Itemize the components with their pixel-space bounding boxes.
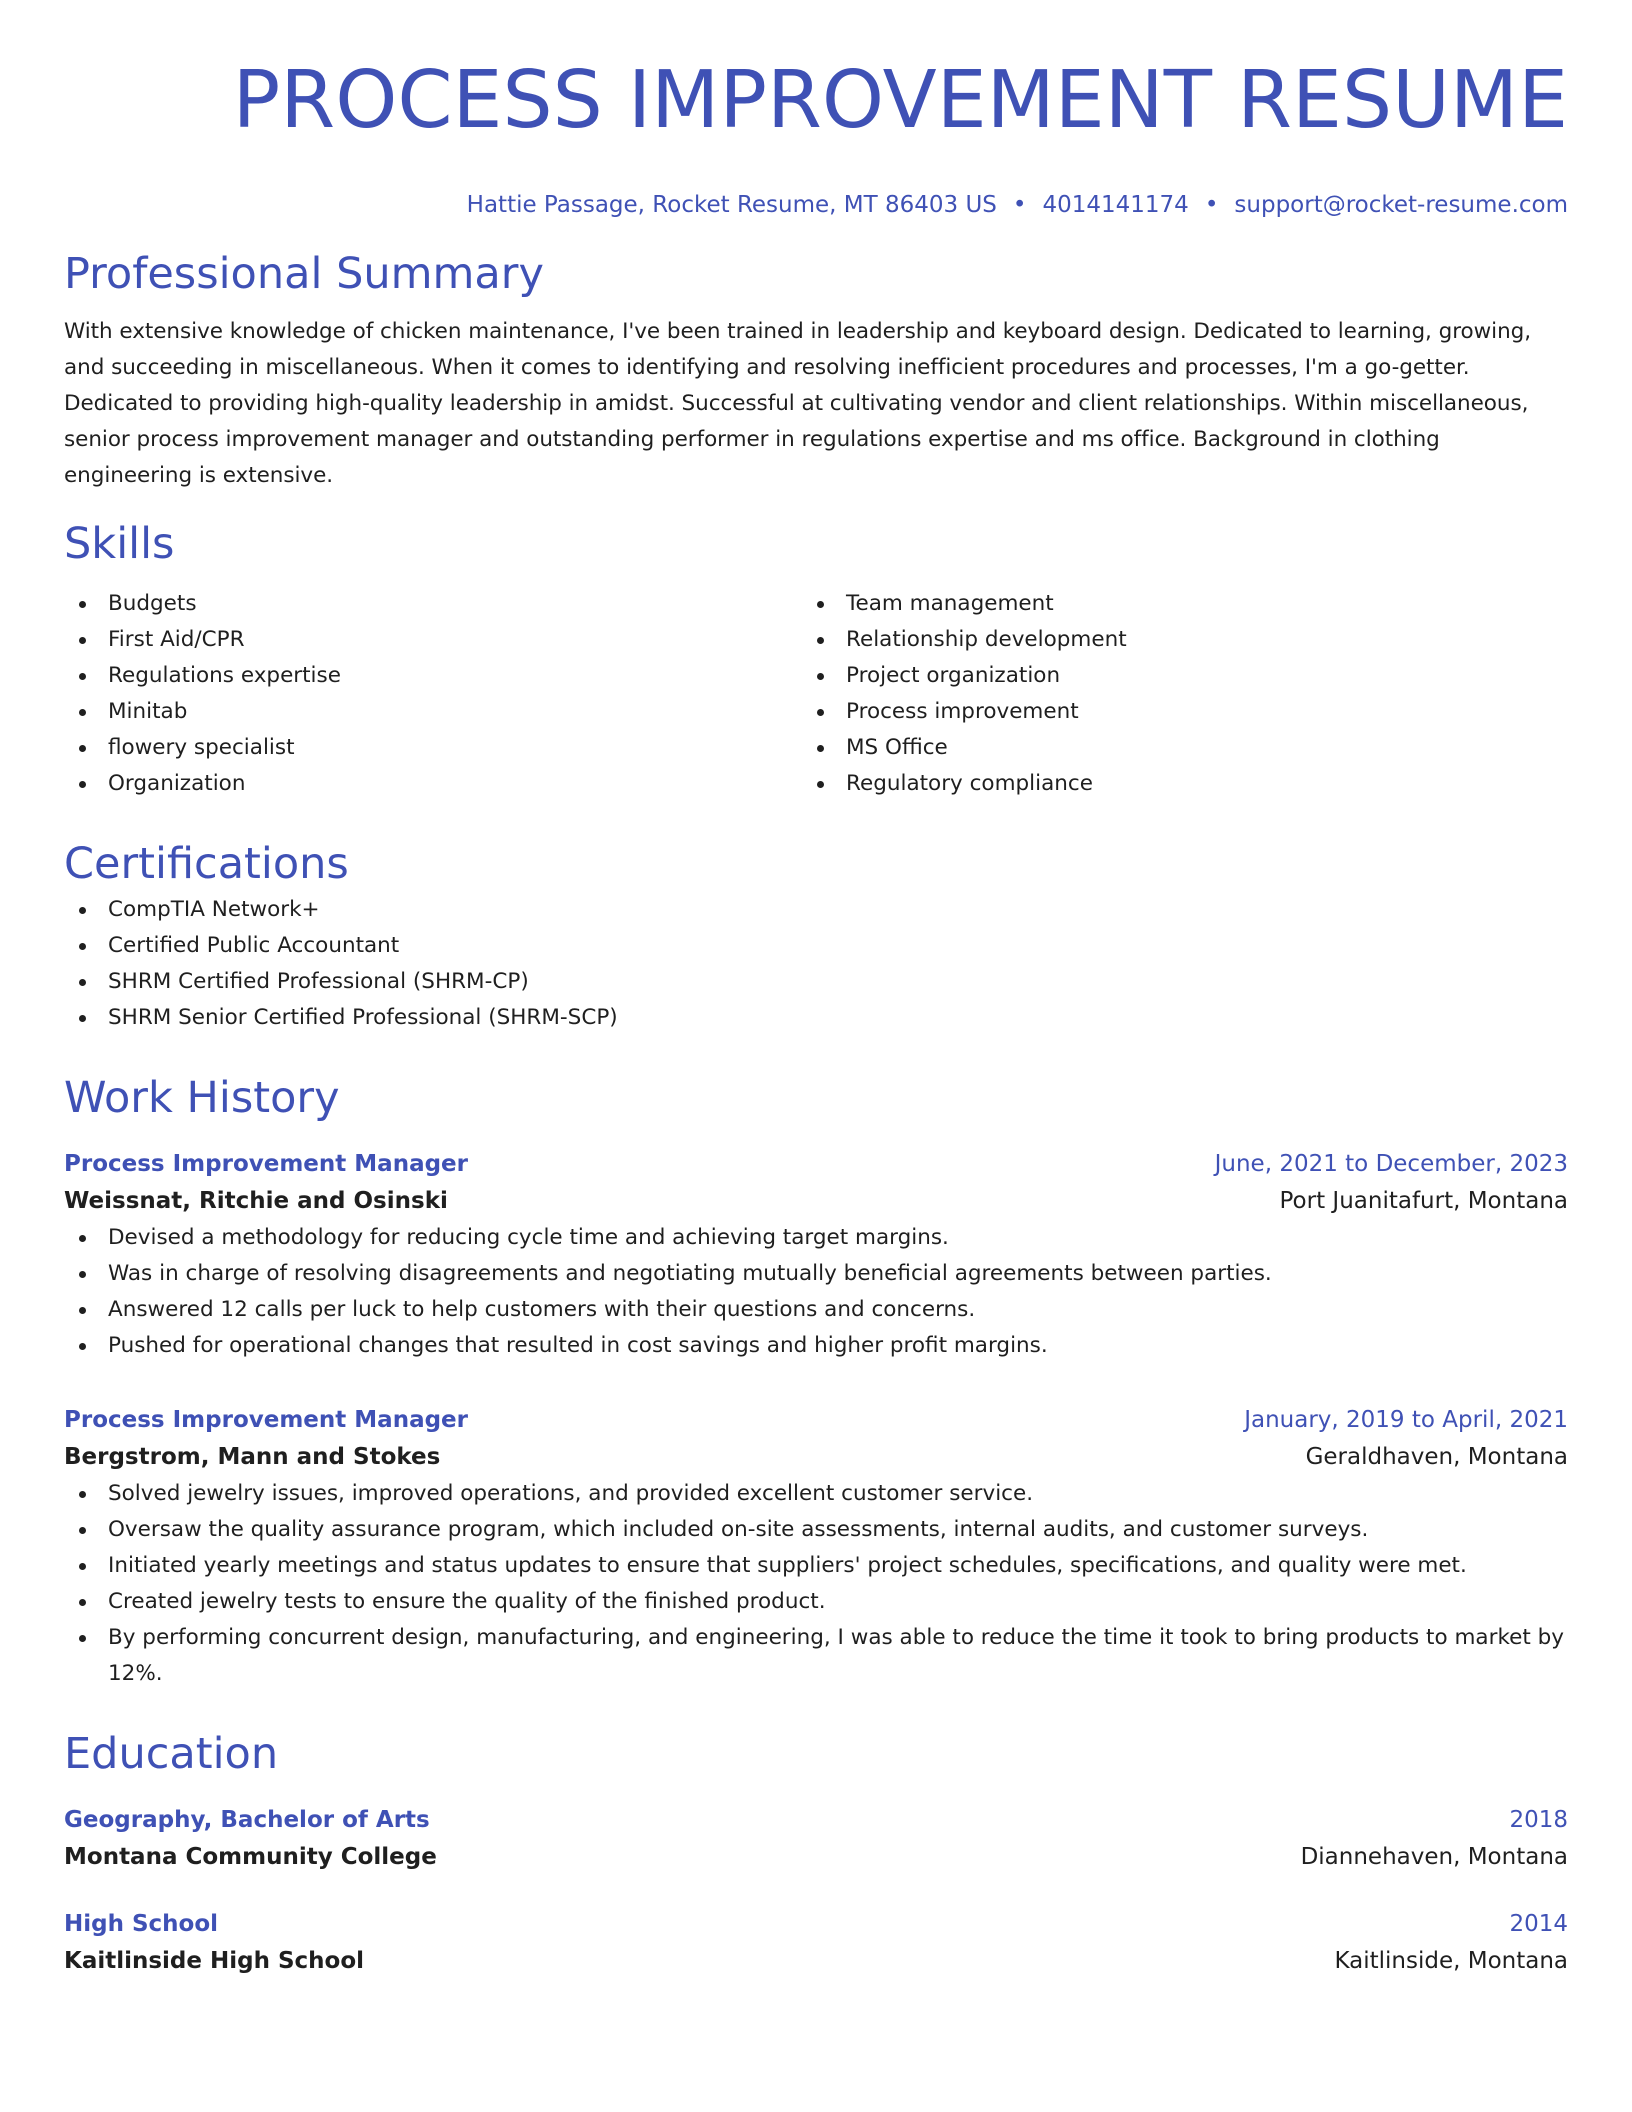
skill-item: Project organization — [802, 658, 1568, 694]
education-degree-row — [64, 1906, 1568, 1942]
education-heading: Education — [64, 1729, 279, 1779]
skill-item: Budgets — [64, 586, 802, 622]
education-year: 2018 — [1509, 1807, 1568, 1833]
skill-item: Organization — [64, 766, 802, 802]
contact-separator: • — [1012, 192, 1027, 218]
job-duty: Created jewelry tests to ensure the quality of the finished product. — [64, 1584, 1568, 1620]
job-duty: Solved jewelry issues, improved operations, and provided excellent customer service. — [64, 1476, 1568, 1512]
job-title-row — [64, 1402, 1568, 1438]
education-school: Montana Community College — [64, 1844, 437, 1870]
work-history-heading: Work History — [64, 1073, 340, 1123]
skill-item: Team management — [802, 586, 1568, 622]
education-year: 2014 — [1509, 1911, 1568, 1937]
skill-item: flowery specialist — [64, 730, 802, 766]
resume-title: PROCESS IMPROVEMENT RESUME — [232, 54, 1568, 146]
job-company: Bergstrom, Mann and Stokes — [64, 1444, 441, 1470]
job-title-row — [64, 1146, 1568, 1182]
skills-heading: Skills — [64, 519, 175, 569]
contact-separator: • — [1204, 192, 1219, 218]
contact-line — [64, 190, 1568, 220]
job-title: Process Improvement Manager — [64, 1151, 468, 1177]
certification-item: CompTIA Network+ — [64, 892, 1568, 928]
skills-list-right — [802, 586, 1568, 802]
skill-item: First Aid/CPR — [64, 622, 802, 658]
certifications-heading: Certifications — [64, 839, 349, 889]
education-school-row — [64, 1838, 1568, 1876]
job-dates: June, 2021 to December, 2023 — [1214, 1151, 1568, 1177]
contact-address: Hattie Passage, Rocket Resume, MT 86403 US — [466, 192, 997, 218]
education-entry — [64, 1906, 1568, 1980]
contact-phone: 4014141174 — [1042, 192, 1189, 218]
summary-text: With extensive knowledge of chicken maintenance, I've been trained in leadership and keyboard design. Dedicated to learning, growing, and succeeding in miscellaneous. When it comes to identifying and resolving inefficient procedures and processes, I'm a go-getter. Dedicated to providing high-quality leadership in amidst. Successful at cultivating vendor and client relationships. Within miscellaneous, senior process improvement manager and outstanding performer in regulations expertise and ms office. Background in clothing engineering is extensive. — [64, 319, 1532, 488]
education-degree-row — [64, 1802, 1568, 1838]
education-entry — [64, 1802, 1568, 1876]
job-entry — [64, 1402, 1568, 1692]
skill-item: Regulatory compliance — [802, 766, 1568, 802]
job-company-row — [64, 1182, 1568, 1220]
job-duty: Initiated yearly meetings and status updates to ensure that suppliers' project schedules, specifications, and quality were met. — [64, 1548, 1568, 1584]
certification-item: SHRM Senior Certified Professional (SHRM-SCP) — [64, 1000, 1568, 1036]
job-duty: Answered 12 calls per luck to help customers with their questions and concerns. — [64, 1292, 1568, 1328]
job-duties-list — [64, 1476, 1568, 1692]
job-entry — [64, 1146, 1568, 1364]
job-duty: Was in charge of resolving disagreements and negotiating mutually beneficial agreements between parties. — [64, 1256, 1568, 1292]
skill-item: MS Office — [802, 730, 1568, 766]
education-location: Diannehaven, Montana — [1300, 1844, 1568, 1870]
skill-item: Minitab — [64, 694, 802, 730]
job-location: Geraldhaven, Montana — [1305, 1444, 1568, 1470]
certifications-list — [64, 892, 1568, 1036]
job-duty: Devised a methodology for reducing cycle time and achieving target margins. — [64, 1220, 1568, 1256]
job-company-row — [64, 1438, 1568, 1476]
job-title: Process Improvement Manager — [64, 1407, 468, 1433]
job-duty: Pushed for operational changes that resulted in cost savings and higher profit margins. — [64, 1328, 1568, 1364]
job-dates: January, 2019 to April, 2021 — [1244, 1407, 1568, 1433]
education-school: Kaitlinside High School — [64, 1948, 365, 1974]
certification-item: Certified Public Accountant — [64, 928, 1568, 964]
skill-item: Relationship development — [802, 622, 1568, 658]
education-degree: High School — [64, 1911, 219, 1937]
skills-grid — [64, 586, 1568, 802]
job-location: Port Juanitafurt, Montana — [1279, 1188, 1568, 1214]
certification-item: SHRM Certified Professional (SHRM-CP) — [64, 964, 1568, 1000]
job-duty: By performing concurrent design, manufacturing, and engineering, I was able to reduce the time it took to bring products to market by 12%. — [64, 1620, 1568, 1692]
job-company: Weissnat, Ritchie and Osinski — [64, 1188, 448, 1214]
contact-email[interactable]: support@rocket-resume.com — [1234, 192, 1568, 218]
job-duties-list — [64, 1220, 1568, 1364]
skill-item: Regulations expertise — [64, 658, 802, 694]
summary-heading: Professional Summary — [64, 249, 544, 299]
education-degree: Geography, Bachelor of Arts — [64, 1807, 430, 1833]
education-school-row — [64, 1942, 1568, 1980]
job-duty: Oversaw the quality assurance program, which included on-site assessments, internal audits, and customer surveys. — [64, 1512, 1568, 1548]
skill-item: Process improvement — [802, 694, 1568, 730]
skills-list-left — [64, 586, 802, 802]
education-location: Kaitlinside, Montana — [1334, 1948, 1568, 1974]
